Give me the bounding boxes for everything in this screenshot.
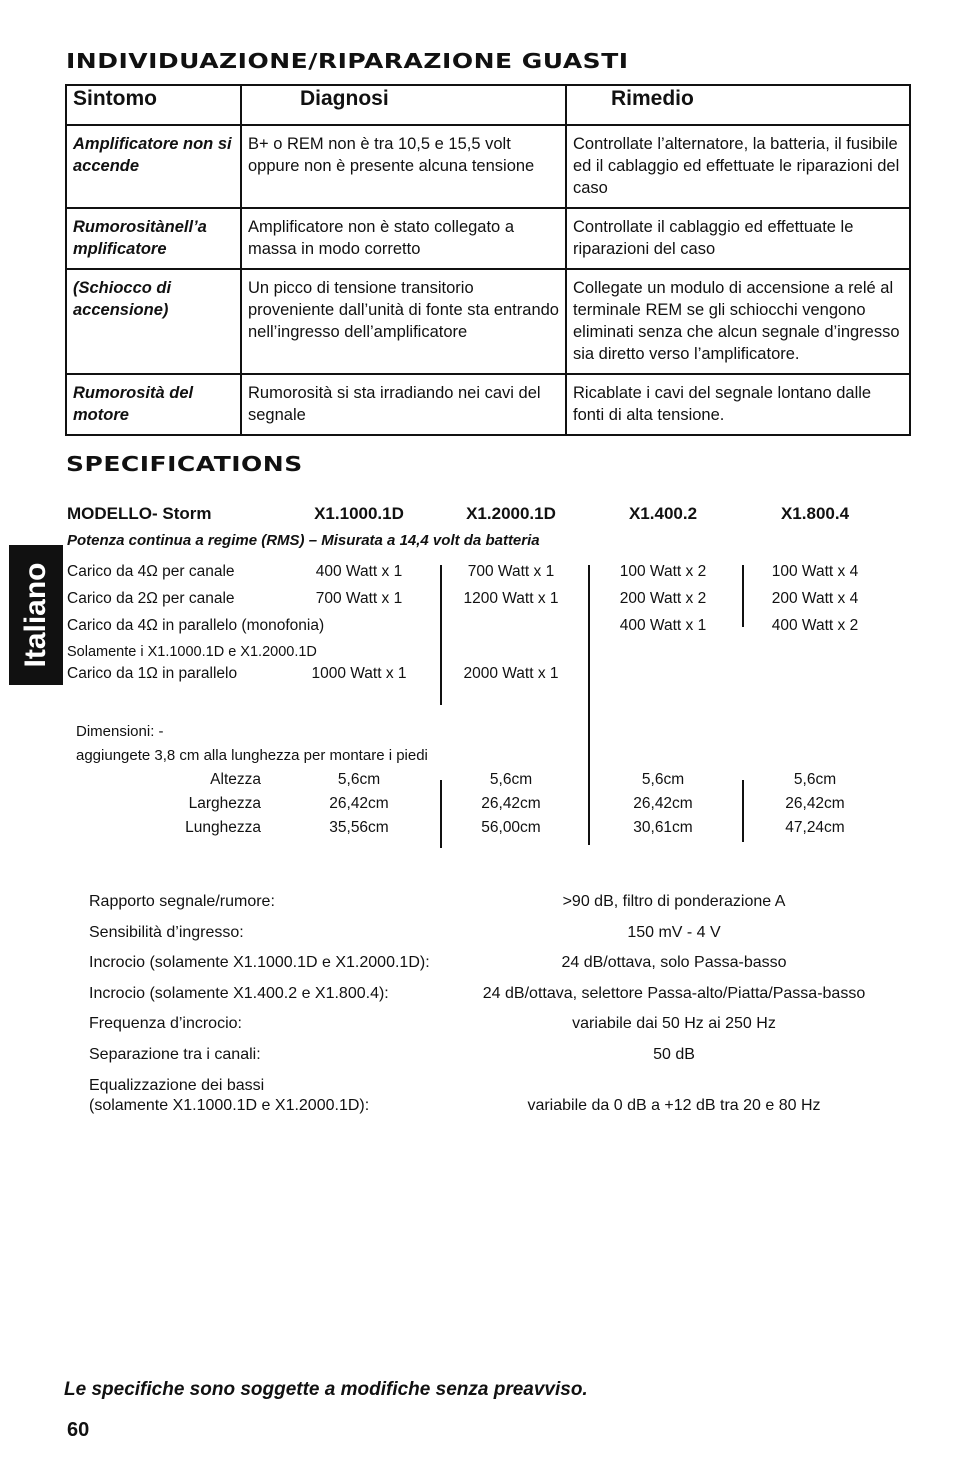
eq-value: variabile da 0 dB a +12 dB tra 20 e 80 Hz xyxy=(527,1097,821,1114)
diagnosis-cell: Rumorosità si sta irradiando nei cavi del segnale xyxy=(241,374,566,435)
remedy-cell: Controllate il cablaggio ed effettuate le riparazioni del caso xyxy=(566,208,910,269)
general-spec-value: 24 dB/ottava, solo Passa-basso xyxy=(561,954,787,971)
eq-label: Equalizzazione dei bassi xyxy=(89,1077,265,1094)
diagnosis-cell: B+ o REM non è tra 10,5 e 15,5 volt oppure non è presente alcuna tensione xyxy=(241,125,566,208)
dimension-value: 5,6cm xyxy=(489,771,533,788)
power-value: 1200 Watt x 1 xyxy=(463,590,559,607)
model-name: X1.1000.1D xyxy=(314,504,404,523)
power-value: 200 Watt x 2 xyxy=(619,590,707,607)
eq-label: (solamente X1.1000.1D e X1.2000.1D): xyxy=(89,1097,370,1114)
dimension-label: Lunghezza xyxy=(185,819,261,836)
diagnosis-cell: Un picco di tensione transitorio proveniente dall’unità di fonte sta entrando nell’ingresso dell’amplificatore xyxy=(241,269,566,374)
bridge-row-label: Carico da 1Ω in parallelo xyxy=(67,665,238,682)
remedy-cell: Controllate l’alternatore, la batteria, il fusibile ed il cablaggio ed effettuate le riparazioni del caso xyxy=(566,125,910,208)
general-spec-value: 150 mV - 4 V xyxy=(627,924,721,941)
power-value: 400 Watt x 1 xyxy=(619,617,707,634)
dimension-value: 47,24cm xyxy=(785,819,845,836)
power-value: 100 Watt x 4 xyxy=(771,563,859,580)
table-row xyxy=(66,269,910,374)
language-side-tab-label: Italiano xyxy=(19,562,52,668)
footer-note: Le specifiche sono soggette a modifiche senza preavviso. xyxy=(64,1379,588,1400)
dimension-value: 26,42cm xyxy=(785,795,845,812)
specifications-title: SPECIFICATIONS xyxy=(66,452,303,476)
page-number: 60 xyxy=(67,1419,90,1441)
table-header-row xyxy=(66,85,910,125)
troubleshooting-table xyxy=(65,84,911,436)
column-divider xyxy=(440,565,442,705)
dimension-value: 26,42cm xyxy=(633,795,693,812)
general-spec-label: Rapporto segnale/rumore: xyxy=(89,893,275,910)
general-spec-value: >90 dB, filtro di ponderazione A xyxy=(562,893,786,910)
troubleshooting-title: INDIVIDUAZIONE/RIPARAZIONE GUASTI xyxy=(66,49,629,73)
header-diagnosis: Diagnosi xyxy=(241,85,566,125)
general-spec-value: variabile dai 50 Hz ai 250 Hz xyxy=(572,1015,776,1032)
power-row-label: Carico da 4Ω per canale xyxy=(67,563,235,580)
column-divider xyxy=(440,780,442,848)
bridge-note: Solamente i X1.1000.1D e X1.2000.1D xyxy=(67,644,317,660)
power-value: 200 Watt x 4 xyxy=(771,590,859,607)
power-value: 400 Watt x 2 xyxy=(771,617,859,634)
remedy-cell: Collegate un modulo di accensione a relé al terminale REM se gli schiocchi vengono eliminati senza che alcun segnale d’ingresso sia diretto verso l’amplificatore. xyxy=(566,269,910,374)
symptom-cell: Amplificatore non si accende xyxy=(66,125,241,208)
general-spec-value: 50 dB xyxy=(653,1046,695,1063)
power-value: 1000 Watt x 1 xyxy=(311,665,407,682)
power-row-label: Carico da 2Ω per canale xyxy=(67,590,235,607)
symptom-cell: (Schiocco di accensione) xyxy=(66,269,241,374)
dimension-value: 26,42cm xyxy=(481,795,541,812)
model-label: MODELLO- Storm xyxy=(67,504,212,523)
general-spec-value: 24 dB/ottava, selettore Passa-alto/Piatta/Passa-basso xyxy=(482,985,866,1002)
dimension-value: 5,6cm xyxy=(337,771,381,788)
dimension-value: 35,56cm xyxy=(329,819,389,836)
column-divider xyxy=(588,565,590,845)
table-row xyxy=(66,208,910,269)
table-row xyxy=(66,374,910,435)
power-value: 700 Watt x 1 xyxy=(315,590,403,607)
dimension-value: 56,00cm xyxy=(481,819,541,836)
model-name: X1.2000.1D xyxy=(466,504,556,523)
dimension-label: Altezza xyxy=(210,771,261,788)
dimension-value: 5,6cm xyxy=(641,771,685,788)
power-value: 700 Watt x 1 xyxy=(467,563,555,580)
dimension-value: 30,61cm xyxy=(633,819,693,836)
header-symptom: Sintomo xyxy=(66,85,241,125)
model-name: X1.400.2 xyxy=(628,504,698,523)
header-remedy: Rimedio xyxy=(566,85,910,125)
symptom-cell: Rumorosità del motore xyxy=(66,374,241,435)
diagnosis-cell: Amplificatore non è stato collegato a massa in modo corretto xyxy=(241,208,566,269)
dimension-value: 26,42cm xyxy=(329,795,389,812)
dimensions-label: Dimensioni: - xyxy=(76,723,164,740)
general-spec-label: Incrocio (solamente X1.400.2 e X1.800.4): xyxy=(89,985,389,1002)
power-row-label: Carico da 4Ω in parallelo (monofonia) xyxy=(67,617,325,634)
remedy-cell: Ricablate i cavi del segnale lontano dalle fonti di alta tensione. xyxy=(566,374,910,435)
general-spec-label: Sensibilità d’ingresso: xyxy=(89,924,244,941)
table-row xyxy=(66,125,910,208)
model-name: X1.800.4 xyxy=(780,504,850,523)
dimensions-note: aggiungete 3,8 cm alla lunghezza per montare i piedi xyxy=(76,747,428,764)
general-spec-label: Separazione tra i canali: xyxy=(89,1046,261,1063)
symptom-cell: Rumorositànell’a mplificatore xyxy=(66,208,241,269)
dimension-label: Larghezza xyxy=(188,795,261,812)
language-side-tab xyxy=(9,545,63,685)
power-value: 2000 Watt x 1 xyxy=(463,665,559,682)
general-spec-label: Incrocio (solamente X1.1000.1D e X1.2000.1D): xyxy=(89,954,430,971)
power-value: 100 Watt x 2 xyxy=(619,563,707,580)
rms-note: Potenza continua a regime (RMS) – Misurata a 14,4 volt da batteria xyxy=(67,532,540,549)
dimension-value: 5,6cm xyxy=(793,771,837,788)
general-spec-label: Frequenza d’incrocio: xyxy=(89,1015,242,1032)
power-value: 400 Watt x 1 xyxy=(315,563,403,580)
